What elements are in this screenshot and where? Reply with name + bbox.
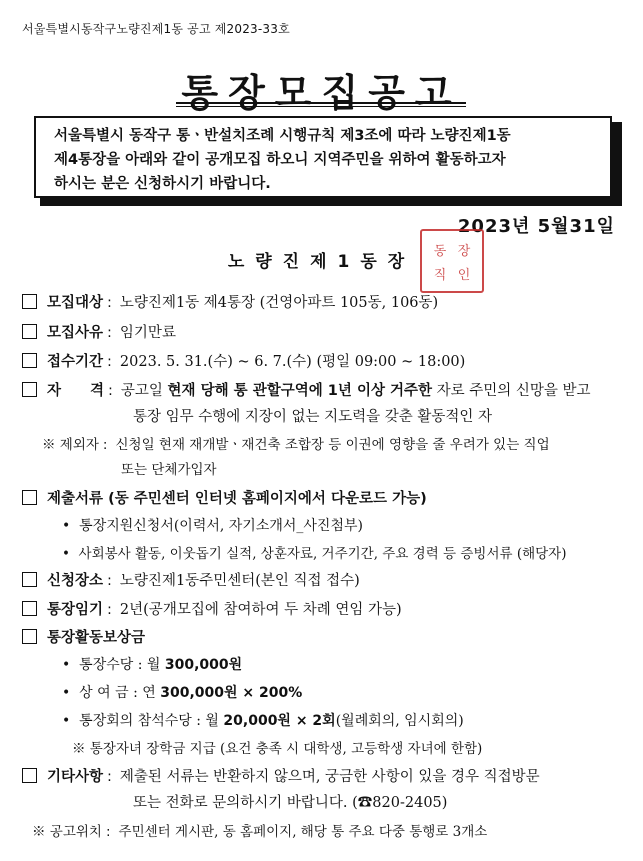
exclusion-line-1: 신청일 현재 재개발ㆍ재건축 조합장 등 이권에 영향을 줄 우려가 있는 직업 [115, 437, 550, 453]
checkbox-icon [22, 294, 37, 309]
checkbox-icon [22, 572, 37, 587]
section-label: 모집대상 [47, 295, 104, 311]
qualification-suffix: 자로 주민의 신망을 받고 [432, 383, 591, 399]
notice-line-3: 하시는 분은 신청하시기 바랍니다. [54, 176, 271, 192]
section-period: 접수기간 : 2023. 5. 31.(수) ~ 6. 7.(수) (평일 09:00 ~ 18:00) [22, 350, 465, 371]
section-reason: 모집사유 : 임기만료 [22, 321, 176, 342]
seal-char: 직 [433, 267, 447, 283]
section-documents [22, 487, 427, 508]
allowance-note: ※ 통장자녀 장학금 지급 (요건 충족 시 대학생, 고등학생 자녀에 한함) [72, 741, 483, 757]
section-label: 모집사유 [47, 325, 104, 341]
section-target: 모집대상 : 노량진제1동 제4통장 (건영아파트 105동, 106동) [22, 291, 438, 312]
notice-line-1: 서울특별시 동작구 통ㆍ반설치조례 시행규칙 제3조에 따라 노량진제1동 [54, 128, 511, 144]
allowance-item: • 통장회의 참석수당 : 월 20,000원 × 2회(월례회의, 임시회의) [62, 713, 464, 729]
section-value: 노량진제1동 제4통장 (건영아파트 105동, 106동) [119, 295, 439, 311]
document-item: • 사회봉사 활동, 이웃돕기 실적, 상훈자료, 거주기간, 주요 경력 등 증빙서류 (해당자) [62, 546, 567, 562]
posting-label: ※ 공고위치 [32, 824, 102, 840]
section-value: 2023. 5. 31.(수) ~ 6. 7.(수) (평일 09:00 ~ 18:00) [119, 354, 466, 370]
page-title: 통장모집공고 [181, 71, 462, 115]
notice-line-2: 제4통장을 아래와 같이 공개모집 하오니 지역주민을 위하여 활동하고자 [54, 152, 506, 168]
checkbox-icon [22, 629, 37, 644]
section-label: 자 격 [47, 383, 105, 399]
section-term: 통장임기 : 2년(공개모집에 참여하여 두 차례 연임 가능) [22, 598, 402, 619]
section-posting: ※ 공고위치 : 주민센터 게시판, 동 홈페이지, 해당 통 주요 다중 통행로 3개소 [32, 824, 488, 840]
checkbox-icon [22, 601, 37, 616]
title-underline-thin [176, 106, 466, 107]
seal-char: 인 [457, 267, 471, 283]
posting-value: 주민센터 게시판, 동 홈페이지, 해당 통 주요 다중 통행로 3개소 [118, 824, 488, 840]
section-label: 신청장소 [47, 573, 104, 589]
section-value: 임기만료 [119, 325, 176, 341]
allowance-item: • 상 여 금 : 연 300,000원 × 200% [62, 685, 303, 701]
allowance-item: • 통장수당 : 월 300,000원 [62, 657, 243, 673]
section-other: 기타사항 : 제출된 서류는 반환하지 않으며, 궁금한 사항이 있을 경우 직접방문 [22, 765, 540, 786]
notice-box [34, 116, 612, 198]
checkbox-icon [22, 353, 37, 368]
other-line-2: 또는 전화로 문의하시기 바랍니다. (☎820-2405) [133, 795, 448, 811]
section-label: 통장임기 [47, 602, 104, 618]
checkbox-icon [22, 768, 37, 783]
issuing-office: 노량진제1동장 [227, 252, 416, 272]
section-qualification: 자 격 : 공고일 현재 당해 통 관할구역에 1년 이상 거주한 자로 주민의 신망을 받고 [22, 379, 591, 400]
checkbox-icon [22, 382, 37, 397]
exclusion-line-2: 또는 단체가입자 [121, 462, 217, 478]
section-label: 접수기간 [47, 354, 104, 370]
section-value: 노량진제1동주민센터(본인 직접 접수) [119, 573, 360, 589]
qualification-prefix: 공고일 [120, 383, 168, 399]
section-label: 통장활동보상금 [47, 630, 146, 646]
section-exclusion: ※ 제외자 : 신청일 현재 재개발ㆍ재건축 조합장 등 이권에 영향을 줄 우려가 있는 직업 [42, 437, 550, 453]
document-number: 서울특별시동작구노량진제1동 공고 제2023-33호 [22, 22, 290, 36]
notice-date: 2023년 5월31일 [457, 216, 615, 237]
checkbox-icon [22, 324, 37, 339]
document-item: • 통장지원신청서(이력서, 자기소개서_사진첨부) [62, 518, 363, 534]
section-label: 기타사항 [47, 769, 104, 785]
section-value: 2년(공개모집에 참여하여 두 차례 연임 가능) [119, 602, 402, 618]
seal-char: 동 [433, 243, 447, 259]
seal-char: 장 [457, 243, 471, 259]
section-allowance [22, 626, 145, 647]
exclusion-label: ※ 제외자 [42, 437, 99, 453]
title-underline [176, 102, 466, 104]
section-place: 신청장소 : 노량진제1동주민센터(본인 직접 접수) [22, 569, 360, 590]
section-label: 제출서류 (동 주민센터 인터넷 홈페이지에서 다운로드 가능) [47, 491, 427, 507]
qualification-line-2: 통장 임무 수행에 지장이 없는 지도력을 갖춘 활동적인 자 [133, 409, 493, 425]
checkbox-icon [22, 490, 37, 505]
qualification-highlight: 현재 당해 통 관할구역에 1년 이상 거주한 [167, 383, 433, 399]
other-line-1: 제출된 서류는 반환하지 않으며, 궁금한 사항이 있을 경우 직접방문 [119, 769, 540, 785]
